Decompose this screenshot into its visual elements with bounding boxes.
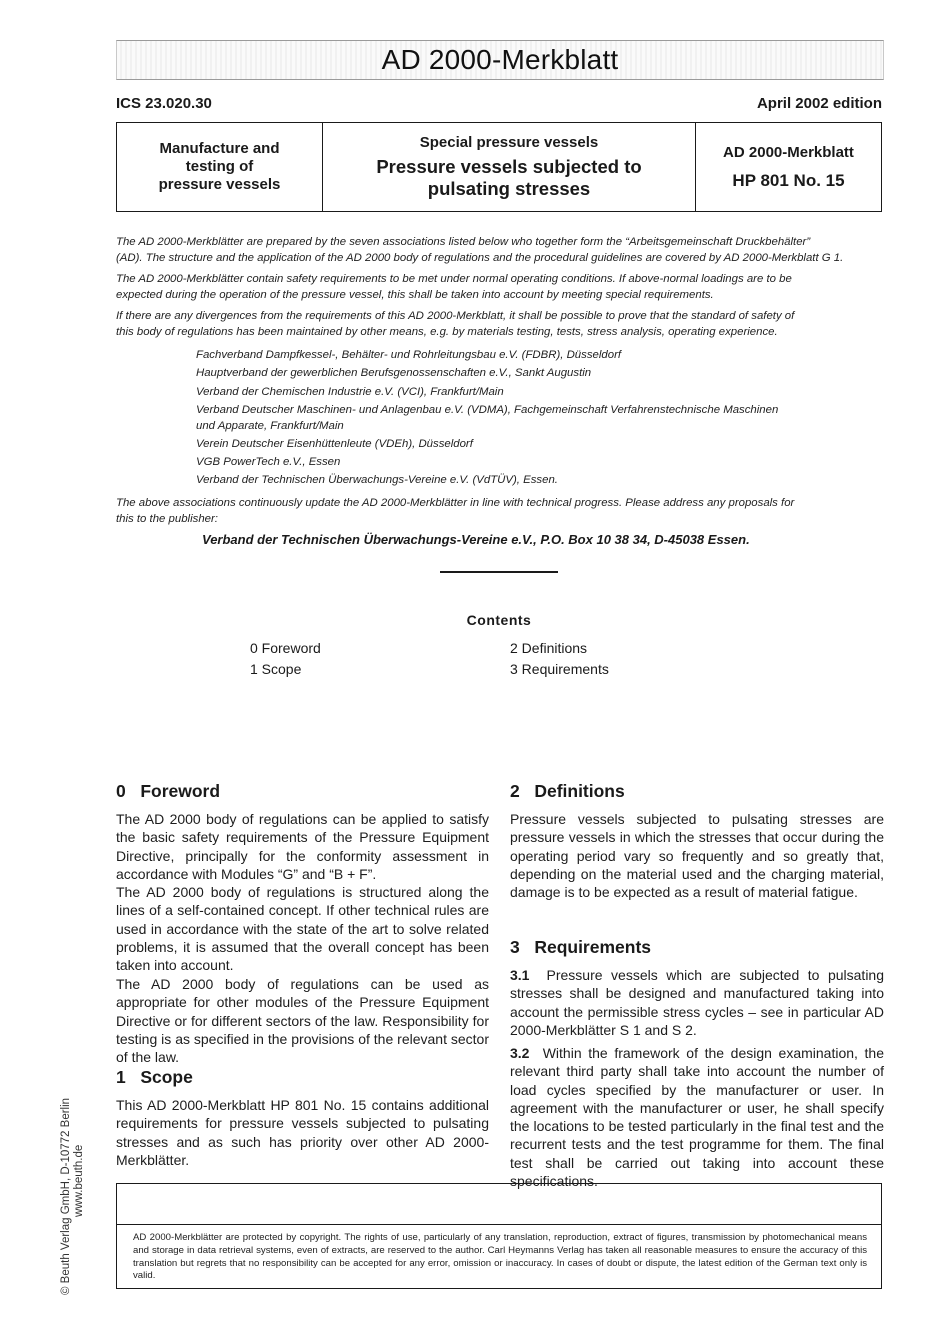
heading-requirements: 3 Requirements [510,937,652,957]
scope-paragraph: This AD 2000-Merkblatt HP 801 No. 15 contains additional requirements for pressure vessels subjected to pulsating stresses and as such has priority over other AD 2000-Merkblätter. [116,1097,489,1168]
intro-line: expected during the operation of the pressure vessel, this shall be taken into account by meeting special requirements. [116,289,714,301]
toc-item-foreword[interactable]: 0 Foreword [250,640,321,656]
side-copyright [60,1098,86,1295]
document-title-cell [323,123,696,211]
category-cell [117,123,323,211]
association-item: Verband der Technischen Überwachungs-Vereine e.V. (VdTÜV), Essen. [196,474,558,487]
edition-date: April 2002 edition [756,95,882,112]
intro-paragraph [116,234,884,266]
clause-number: 3.1 [510,967,530,983]
clause-number: 3.2 [510,1045,530,1061]
intro-line: If there are any divergences from the requirements of this AD 2000-Merkblatt, it shall be possible to prove that the standard of safety of [116,310,795,322]
header-banner [116,40,884,80]
toc-item-scope[interactable]: 1 Scope [250,661,302,677]
category-line: pressure vessels [158,176,281,193]
toc-item-definitions[interactable]: 2 Definitions [510,640,588,656]
footer-rule [117,1224,881,1225]
intro-paragraph [116,495,884,527]
intro-line: The AD 2000-Merkblätter contain safety requirements to be met under normal operating conditions. If above-normal loadings are to be [116,273,792,285]
publisher-line: © Beuth Verlag GmbH, D-10772 Berlin [60,1097,72,1295]
category-line: Manufacture and [159,140,280,157]
association-item: Verein Deutscher Eisenhüttenleute (VDEh), Düsseldorf [196,437,473,450]
copyright-notice: AD 2000-Merkblätter are protected by copyright. The rights of use, particularly of any translation, reproduction, extract of figures, transmission by photomechanical means and storage in data retrieval systems, even of extracts, are reserved to the author. Carl Heymanns Verlag has taken all reasonable measures to ensure the accuracy of this translation but regrets that no responsibility can be accepted for any error, omission or inaccuracy. In cases of doubt or dispute, the latest edition of the German text only is valid. [133,1232,867,1282]
association-list [196,347,876,491]
toc-item-requirements[interactable]: 3 Requirements [510,661,609,677]
foreword-paragraph: The AD 2000 body of regulations can be applied to satisfy the basic safety requirements of the Pressure Equipment Directive, principally for the conformity assessment in accordance with Modules “G” and “B + F”. [116,811,489,882]
clause-text: Pressure vessels which are subjected to pulsating stresses shall be designed and manufactured taking into account the permissible stress cycles – see in particular AD 2000-Merkblätter S 1 and S 2. [510,967,885,1038]
association-item: Hauptverband der gewerblichen Berufsgenossenschaften e.V., Sankt Augustin [196,367,592,380]
intro-line: this body of regulations has been maintained by other means, e.g. by materials testing, tests, stress analysis, operating experience. [116,326,778,338]
intro-paragraph [116,308,884,340]
contents-heading: Contents [466,612,532,628]
heading-foreword: 0 Foreword [116,781,221,801]
association-item: VGB PowerTech e.V., Essen [196,456,341,469]
association-item: Fachverband Dampfkessel-, Behälter- und Rohrleitungsbau e.V. (FDBR), Düsseldorf [196,349,622,361]
foreword-paragraph: The AD 2000 body of regulations is structured along the lines of a self-contained concept. If other technical rules are used in accordance with the state of the art to solve related problems, it is assumed that the overall concept has been taken into account. [116,884,489,974]
intro-line: this to the publisher: [116,513,218,525]
intro-line: The above associations continuously update the AD 2000-Merkblätter in line with technical progress. Please address any proposals for [116,497,795,509]
publisher-address: Verband der Technischen Überwachungs-Vereine e.V., P.O. Box 10 38 34, D-45038 Essen. [202,532,750,547]
document-number: HP 801 No. 15 [732,170,845,190]
requirement-3-1 [510,966,884,1039]
document-number-cell [696,123,881,211]
category-line: testing of [185,158,254,175]
association-item: und Apparate, Frankfurt/Main [196,419,344,432]
document-title-line: pulsating stresses [427,178,591,199]
requirement-3-2 [510,1044,884,1190]
title-table [116,122,882,212]
association-item: Verband Deutscher Maschinen- und Anlagenbau e.V. (VDMA), Fachgemeinschaft Verfahrenstechnische Maschinen [196,403,779,416]
publisher-url[interactable]: www.beuth.de [73,1144,85,1217]
ics-code: ICS 23.020.30 [116,95,212,112]
definitions-paragraph: Pressure vessels subjected to pulsating stresses are pressure vessels in which the stresses that occur during the operating period vary so frequently and so greatly that, depending on the material used and the charging material, damage is to be expected as a result of material fatigue. [510,811,884,901]
banner-title: AD 2000-Merkblatt [381,44,619,75]
heading-scope: 1 Scope [116,1067,193,1087]
intro-line: The AD 2000-Merkblätter are prepared by the seven associations listed below who together form the “Arbeitsgemeinschaft Druckbehälter” [116,236,811,248]
intro-paragraph [116,271,884,303]
clause-text: Within the framework of the design examination, the relevant third party shall take into account the number of load cycles specified by the manufacturer or user. In agreement with the manufacturer or user, he shall specify the locations to be tested particularly in the final test and the recurrent tests and the test programme for them. The final test shall be carried out taking into account these specifications. [510,1045,884,1190]
series-name: AD 2000-Merkblatt [723,143,854,161]
section-divider [440,571,558,573]
document-title-line: Pressure vessels subjected to [376,156,642,177]
intro-line: (AD). The structure and the application of the AD 2000 body of regulations and the procedural guidelines are covered by AD 2000-Merkblatt G 1. [116,252,844,264]
footer-box [116,1183,882,1289]
association-item: Verband der Chemischen Industrie e.V. (VCI), Frankfurt/Main [196,385,504,398]
document-subtitle: Special pressure vessels [419,134,599,151]
heading-definitions: 2 Definitions [510,781,625,801]
foreword-paragraph: The AD 2000 body of regulations can be used as appropriate for other modules of the Pressure Equipment Directive or for different sectors of the law. Responsibility for testing is as specified in the provisions of the relevant sector of the law. [116,976,489,1066]
